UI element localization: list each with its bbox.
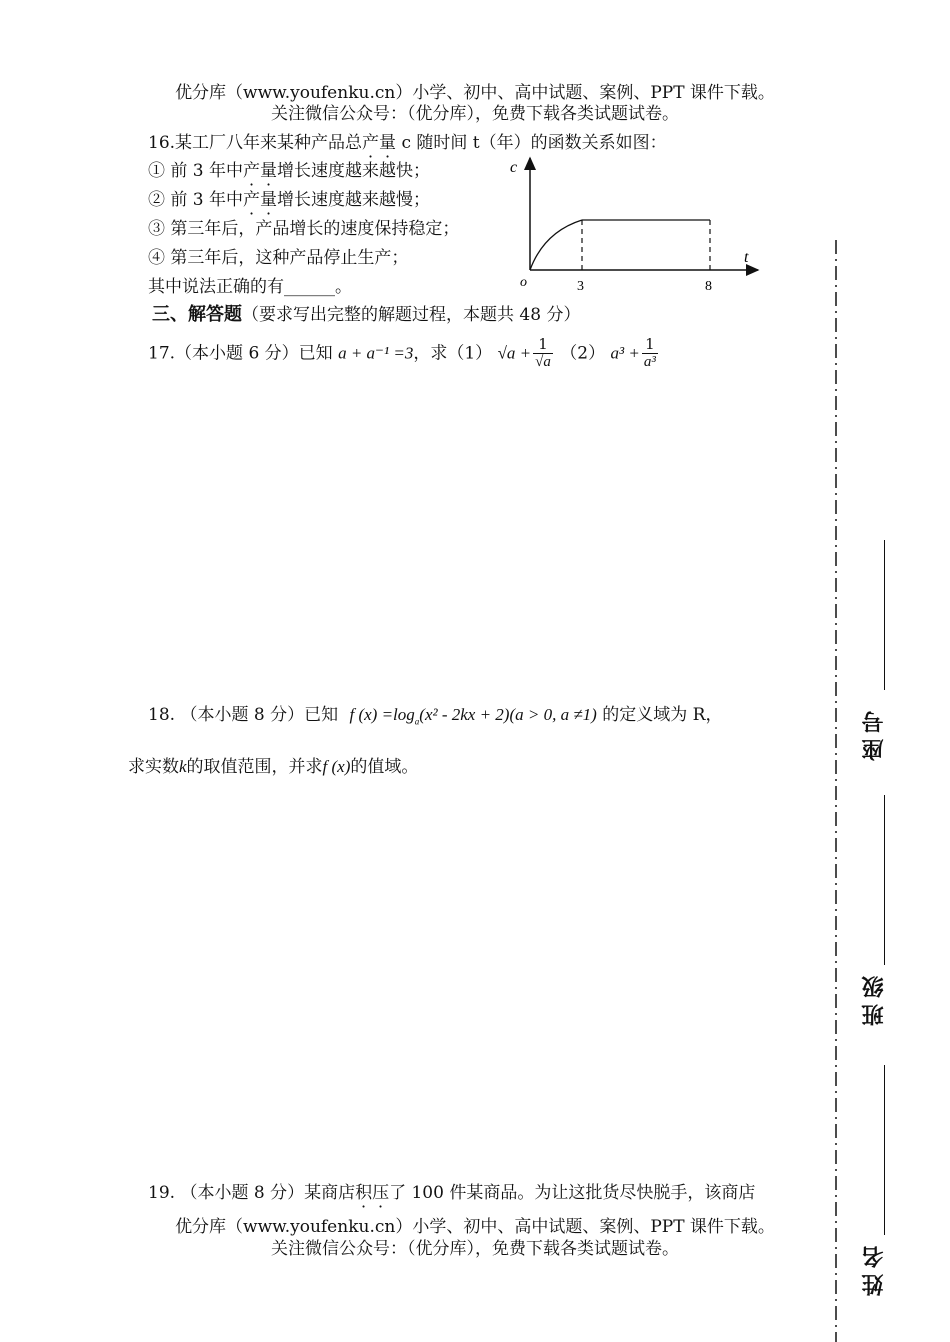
q18-line-1 (148, 700, 722, 726)
q18-arg: (x² - 2kx + 2)(a > 0, a ≠1) (419, 705, 597, 724)
q18-func: f (x) =log (349, 705, 415, 724)
binding-dash-line (826, 240, 846, 1342)
q17-expr2-den: a³ (643, 354, 656, 371)
q18-post: 的定义域为 R， (602, 705, 723, 725)
name-label: 姓名 (861, 1240, 887, 1296)
q16-stem-post: c 随时间 t（年）的函数关系如图： (396, 133, 667, 153)
q19-line (148, 1178, 755, 1203)
graph-x-label: t (744, 249, 749, 266)
q17-expr2-num: 1 (642, 336, 658, 354)
q16-o1-post: 增长速度越来越快； (277, 161, 431, 181)
graph-tick-3: 3 (577, 279, 584, 294)
q17-expr2-main: a³ + (610, 343, 640, 363)
q16-option-1 (148, 156, 430, 181)
q16-o2-pre: ② 前 3 年中 (148, 190, 244, 210)
footer-line-1: 优分库（www.youfenku.cn）小学、初中、高中试题、案例、PPT 课件下载。 (175, 1217, 775, 1237)
section3-title: 三、解答题 (152, 304, 242, 325)
q17-line (148, 336, 660, 372)
class-label: 班级 (861, 970, 887, 1026)
q19-pre: 19. （本小题 8 分）某商店 (148, 1183, 356, 1203)
footer-line-2: 关注微信公众号：（优分库），免费下载各类试题试卷。 (271, 1239, 679, 1259)
seat-underline (884, 540, 885, 690)
q18-line2-post: 的值域。 (350, 757, 419, 777)
q17-expr1-num: 1 (533, 336, 553, 354)
graph-curve (530, 220, 582, 270)
q16-o1-dot1: 产 (243, 161, 261, 181)
q17-expr2-frac (642, 336, 658, 372)
q17-pre: 17.（本小题 6 分）已知 (148, 343, 333, 364)
graph-origin-label: o (520, 275, 527, 290)
q17-mid: ，求（1） (413, 343, 493, 364)
q16-ask: 其中说法正确的有______。 (148, 277, 352, 297)
q16-o1-dot2: 量 (260, 161, 278, 181)
q16-graph (500, 150, 770, 295)
q17-part2: （2） (560, 343, 606, 364)
q16-option-2 (148, 185, 430, 210)
q16-stem-dot2: 量 (379, 133, 397, 153)
q17-condition: a + a⁻¹ =3 (338, 343, 414, 363)
section3-heading (152, 300, 580, 326)
q18-line2-mid: 的取值范围，并求 (186, 757, 323, 777)
graph-y-label: c (510, 159, 518, 176)
q17-expr1-root: √a + (497, 343, 532, 363)
q16-o2-post: 增长速度越来越慢； (277, 190, 431, 210)
name-underline (884, 1065, 885, 1235)
q18-var-k: k (179, 757, 187, 776)
q18-line2-f: f (x) (322, 757, 351, 776)
header-line-2: 关注微信公众号：（优分库），免费下载各类试题试卷。 (271, 104, 679, 124)
section3-note: （要求写出完整的解题过程，本题共 48 分） (242, 305, 581, 325)
header-line-1: 优分库（www.youfenku.cn）小学、初中、高中试题、案例、PPT 课件下载。 (175, 83, 775, 103)
q16-o2-dot1: 产 (243, 190, 261, 210)
q19-dot1: 积 (355, 1183, 373, 1203)
q16-option-4: ④ 第三年后，这种产品停止生产； (148, 248, 409, 268)
q17-expr1-den: √a (535, 354, 551, 371)
seat-label: 座号 (861, 705, 887, 761)
graph-tick-8: 8 (705, 279, 712, 294)
q18-line2-pre: 求实数 (128, 757, 179, 777)
q16-stem-dot1: 产 (362, 133, 380, 153)
q18-log-base: a (414, 716, 420, 727)
q19-dot2: 压 (372, 1183, 390, 1203)
q19-post: 了 100 件某商品。为让这批货尽快脱手，该商店 (389, 1183, 756, 1203)
q17-expr1-frac (533, 336, 553, 372)
q16-o2-dot2: 量 (260, 190, 278, 210)
q18-pre: 18. （本小题 8 分）已知 (148, 705, 339, 725)
class-underline (884, 795, 885, 965)
q16-o1-pre: ① 前 3 年中 (148, 161, 244, 181)
q16-option-3: ③ 第三年后，产品增长的速度保持稳定； (148, 219, 460, 239)
q16-stem-text: 16.某工厂八年来某种产品总 (148, 133, 363, 153)
q18-line-2 (128, 752, 418, 777)
